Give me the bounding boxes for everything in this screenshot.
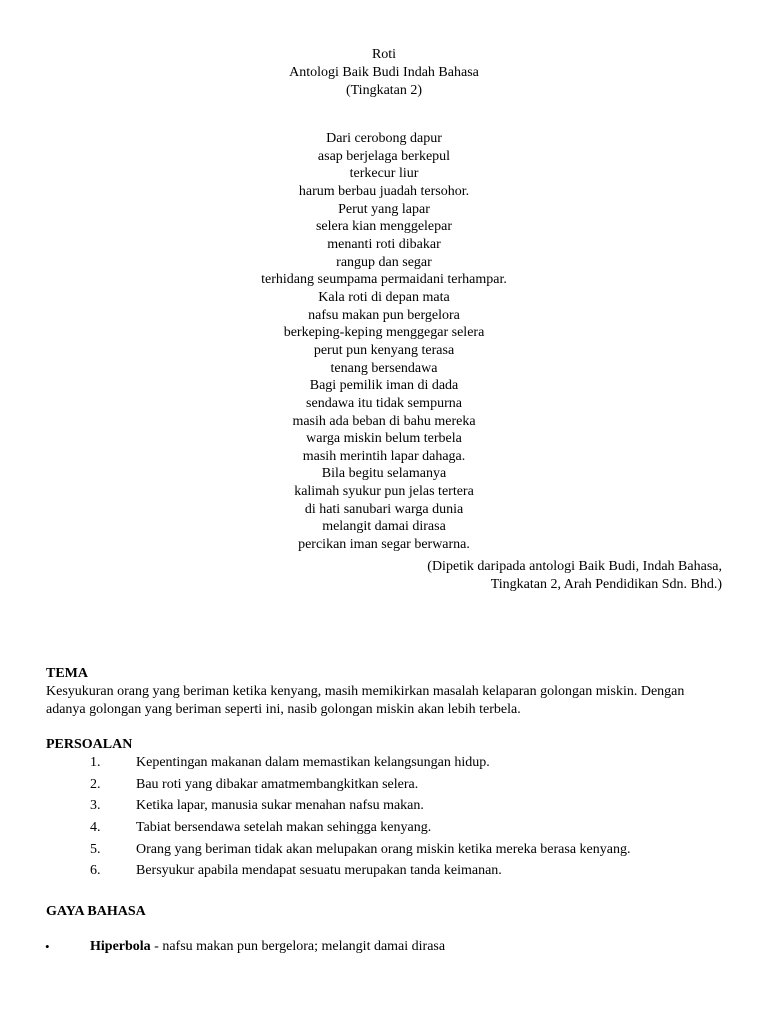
tema-text	[46, 683, 736, 719]
poem-line: asap berjelaga berkepul	[317, 148, 451, 164]
gaya-bahasa-example: - nafsu makan pun bergelora; melangit damai dirasa	[150, 939, 446, 954]
poem-line: sendawa itu tidak sempurna	[306, 395, 462, 411]
list-item-number: 1.	[90, 755, 101, 770]
persoalan-heading: PERSOALAN	[46, 737, 133, 752]
poem-line: melangit damai dirasa	[322, 519, 446, 535]
gaya-bahasa-content	[90, 938, 445, 956]
poem-line: warga miskin belum terbela	[306, 431, 462, 447]
tema-line: Kesyukuran orang yang beriman ketika kenyang, masih memikirkan masalah kelaparan golongan miskin. Dengan	[46, 684, 685, 699]
poem-line: menanti roti dibakar	[327, 236, 441, 252]
source-line: (Dipetik daripada antologi Baik Budi, Indah Bahasa,	[427, 559, 722, 574]
poem-line: masih ada beban di bahu mereka	[292, 413, 476, 429]
gaya-bahasa-term: Hiperbola	[90, 939, 151, 954]
poem-line: rangup dan segar	[336, 254, 432, 270]
list-item-text: Bersyukur apabila mendapat sesuatu merupakan tanda keimanan.	[136, 863, 502, 879]
list-item-text: Ketika lapar, manusia sukar menahan nafsu makan.	[136, 798, 424, 814]
poem-line: berkeping-keping menggegar selera	[283, 325, 485, 341]
poem-line: harum berbau juadah tersohor.	[298, 183, 470, 199]
poem-line: Kala roti di depan mata	[318, 289, 450, 305]
list-item-number: 5.	[90, 841, 101, 857]
list-item	[0, 862, 768, 884]
list-item	[0, 841, 768, 863]
poem-line: terhidang seumpama permaidani terhampar.	[261, 272, 507, 288]
poem-line: nafsu makan pun bergelora	[308, 307, 460, 323]
poem-line: di hati sanubari warga dunia	[304, 501, 464, 517]
list-item-text: Bau roti yang dibakar amatmembangkitkan selera.	[136, 776, 419, 792]
list-item	[0, 797, 768, 819]
list-item-number: 6.	[90, 863, 101, 879]
list-item	[0, 754, 768, 776]
gaya-bahasa-heading: GAYA BAHASA	[46, 904, 146, 919]
list-item-text: Tabiat bersendawa setelah makan sehingga kenyang.	[136, 820, 432, 836]
anthology-title: Antologi Baik Budi Indah Bahasa	[289, 65, 479, 80]
poem-line: percikan iman segar berwarna.	[298, 537, 470, 553]
poem-line: perut pun kenyang terasa	[313, 342, 455, 358]
poem-line: Perut yang lapar	[338, 201, 430, 217]
list-item-number: 2.	[90, 776, 101, 792]
list-item	[0, 776, 768, 798]
persoalan-list	[0, 754, 768, 884]
bullet-icon: •	[45, 939, 50, 954]
source-line: Tingkatan 2, Arah Pendidikan Sdn. Bhd.)	[490, 577, 722, 592]
poem-line: Bagi pemilik iman di dada	[309, 378, 459, 394]
poem-line: selera kian menggelepar	[315, 219, 453, 235]
list-item	[0, 819, 768, 841]
list-item-text: Orang yang beriman tidak akan melupakan orang miskin ketika mereka berasa kenyang.	[136, 841, 631, 857]
poem-line: terkecur liur	[349, 166, 419, 182]
tema-line: adanya golongan yang beriman seperti ini, nasib golongan miskin akan lebih terbela.	[46, 702, 521, 717]
poem-title: Roti	[371, 47, 397, 62]
tema-heading: TEMA	[46, 666, 88, 681]
poem-body	[0, 130, 768, 554]
list-item-text: Kepentingan makanan dalam memastikan kelangsungan hidup.	[136, 755, 490, 770]
poem-source	[427, 558, 722, 594]
list-item-number: 3.	[90, 798, 101, 814]
grade-level: (Tingkatan 2)	[345, 83, 423, 98]
poem-line: kalimah syukur pun jelas tertera	[294, 484, 474, 500]
poem-line: tenang bersendawa	[330, 360, 438, 376]
list-item-number: 4.	[90, 820, 101, 836]
poem-line: Bila begitu selamanya	[321, 466, 447, 482]
poem-line: masih merintih lapar dahaga.	[302, 448, 466, 464]
poem-line: Dari cerobong dapur	[326, 131, 442, 146]
